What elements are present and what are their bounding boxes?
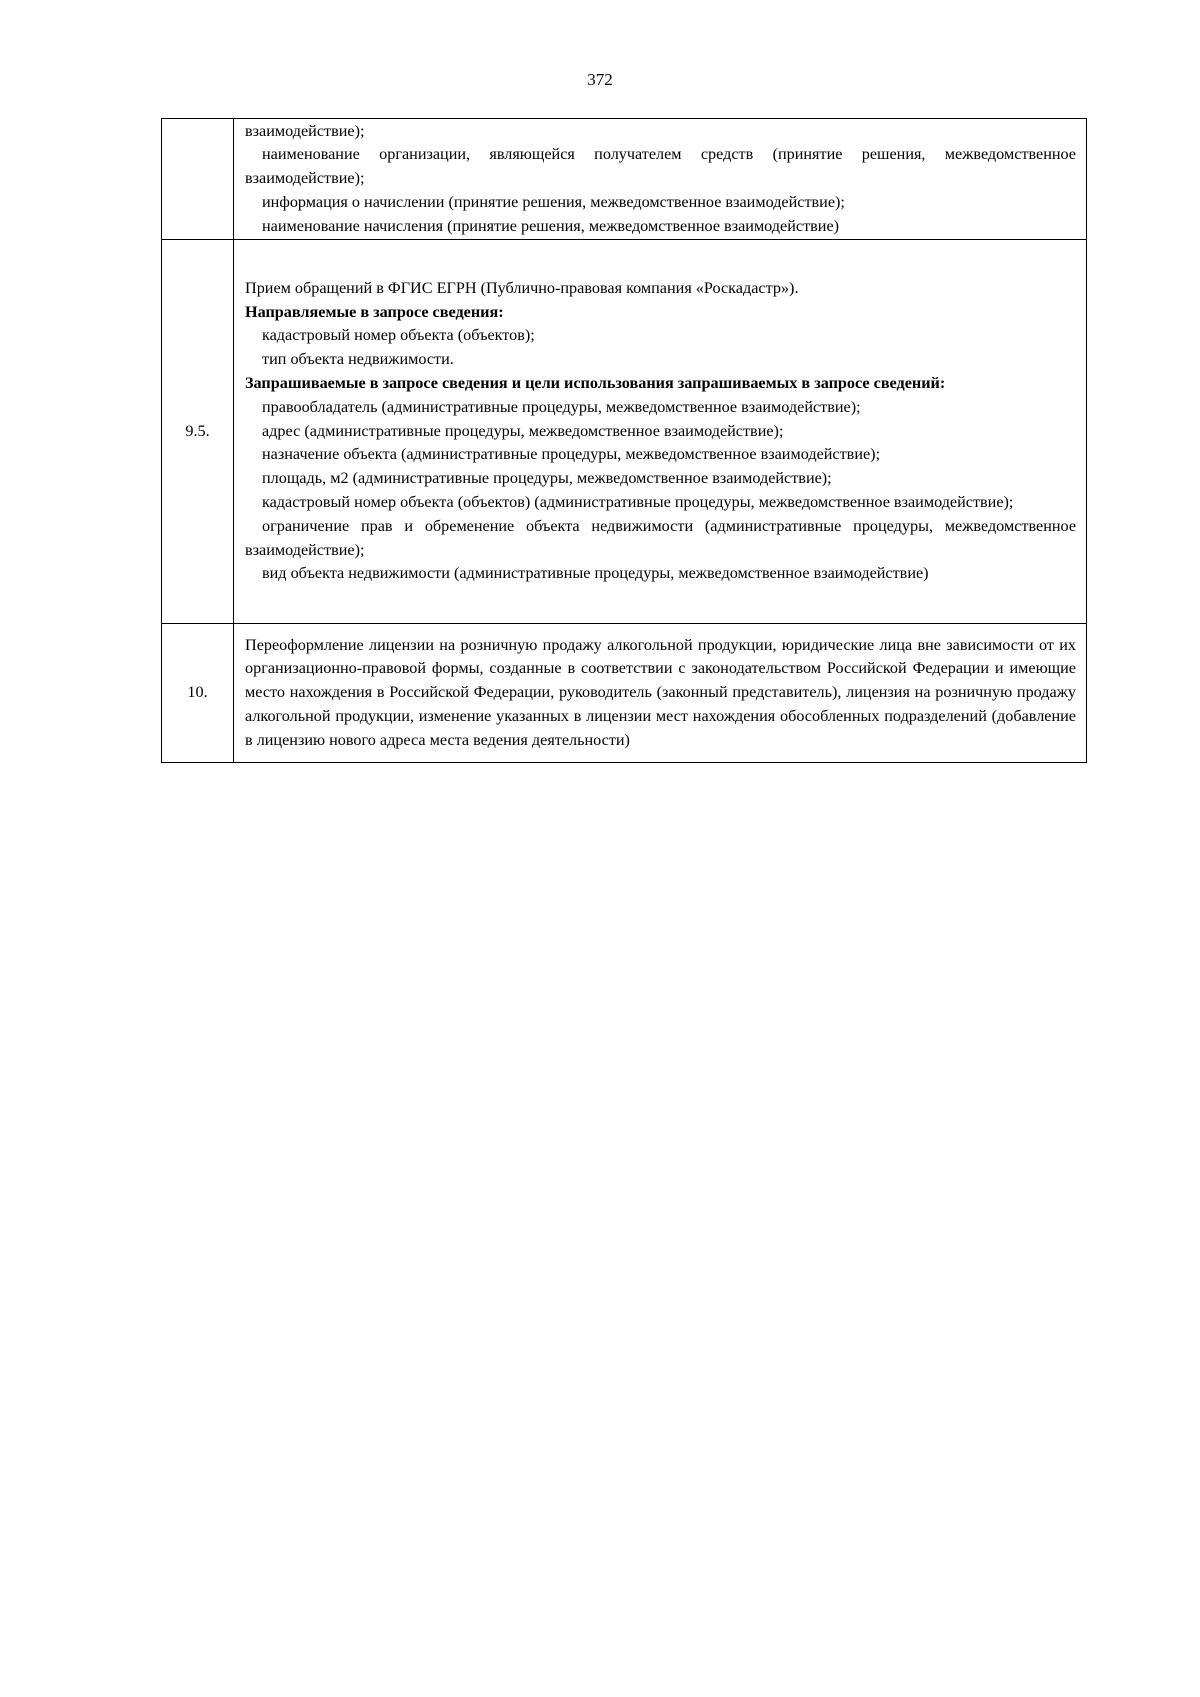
row-content-cell	[234, 240, 1087, 624]
row-number-cell: 10.	[162, 624, 234, 763]
list-item: назначение объекта (административные процедуры, межведомственное взаимодействие);	[262, 445, 881, 464]
list-item: кадастровый номер объекта (объектов) (административные процедуры, межведомственное взаимодействие);	[262, 492, 1014, 511]
list-item: наименование начисления (принятие решения, межведомственное взаимодействие)	[262, 216, 840, 235]
requested-info-heading: Запрашиваемые в запросе сведения и цели использования запрашиваемых в запросе сведений:	[245, 374, 946, 392]
list-item: информация о начислении (принятие решения, межведомственное взаимодействие);	[262, 192, 845, 211]
list-item: вид объекта недвижимости (административные процедуры, межведомственное взаимодействие)	[262, 564, 929, 583]
list-item: адрес (административные процедуры, межведомственное взаимодействие);	[262, 421, 784, 440]
row-number-cell	[162, 119, 234, 240]
row-text: Переоформление лицензии на розничную продажу алкогольной продукции, юридические лица вне зависимости от их организационно-правовой формы, созданные в соответствии с законодательством Российской Федерации и имеющие место нахождения в Российской Федерации, руководитель (законный представитель), лицензия на розничную продажу алкогольной продукции, изменение указанных в лицензии мест нахождения обособленных подразделений (добавление в лицензию нового адреса места ведения деятельности)	[245, 635, 1076, 749]
table-row	[162, 240, 1087, 624]
page-number: 372	[587, 70, 613, 89]
row-intro: Прием обращений в ФГИС ЕГРН (Публично-правовая компания «Роскадастр»).	[245, 278, 799, 297]
list-item: ограничение прав и обременение объекта недвижимости (административные процедуры, межведомственное взаимодействие);	[245, 516, 1076, 559]
table-row	[162, 119, 1087, 240]
sent-info-heading: Направляемые в запросе сведения:	[245, 302, 504, 321]
list-item: наименование организации, являющейся получателем средств (принятие решения, межведомственное взаимодействие);	[245, 145, 1076, 188]
list-item: правообладатель (административные процедуры, межведомственное взаимодействие);	[262, 397, 861, 416]
row-content-cell	[234, 119, 1087, 240]
row-content-cell	[234, 624, 1087, 763]
table-row	[162, 624, 1087, 763]
list-item: взаимодействие);	[245, 121, 365, 140]
list-item: тип объекта недвижимости.	[262, 350, 454, 369]
services-table	[161, 118, 1087, 763]
list-item: площадь, м2 (административные процедуры, межведомственное взаимодействие);	[262, 469, 832, 488]
row-number-cell: 9.5.	[162, 240, 234, 624]
list-item: кадастровый номер объекта (объектов);	[262, 326, 535, 345]
